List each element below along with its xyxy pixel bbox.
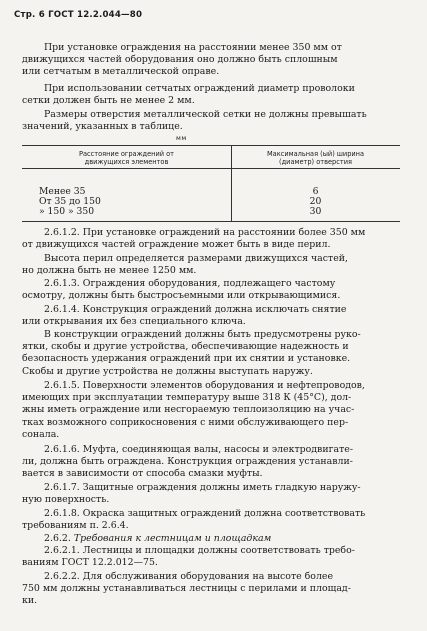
section-title: Требования к лестницам и площадкам (73, 533, 272, 544)
column-header-width (231, 150, 400, 166)
text-line: или открывания их без специального ключа. (22, 316, 246, 328)
text-line: 2.6.1.5. Поверхности элементов оборудования и нефтепроводов, (44, 380, 365, 391)
header-line: движущихся элементов (84, 158, 169, 166)
text-line: 2.6.1.4. Конструкция ограждений должна исключать снятие (44, 304, 347, 315)
text-line: 2.6.1.3. Ограждения оборудования, подлежащего частому (44, 278, 336, 289)
table-cell-distance: От 35 до 150 (39, 196, 101, 207)
table-cell-width: 30 (309, 206, 322, 217)
text-line: 750 мм должны устанавливаться лестницы с перилами и площад- (22, 583, 351, 595)
text-line: сетки должен быть не менее 2 мм. (22, 95, 195, 107)
text-line: ятки, скобы и другие устройства, обеспечивающие надежность и (22, 341, 349, 353)
header-line: Максимальная (ый) ширина (266, 150, 365, 158)
paragraph-2-6-1-7 (22, 482, 400, 506)
mesh-size-table (22, 145, 400, 221)
text-line: 2.6.1.7. Защитные ограждения должны иметь гладкую наружу- (44, 482, 361, 493)
text-line: тках возможного соприкосновения с ними обслуживающего пер- (22, 416, 349, 428)
paragraph-intro-3 (22, 109, 400, 133)
paragraph-2-6-1-2 (22, 227, 400, 251)
header-line: (диаметр) отверстия (279, 158, 352, 166)
text-line: ли, должна быть ограждена. Конструкция ограждения устанавли- (22, 456, 353, 468)
table-cell-width: 6 (312, 186, 319, 197)
text-line: Высота перил определяется размерами движущихся частей, (44, 253, 348, 264)
section-number: 2.6.2. (44, 533, 71, 544)
text-line: 2.6.1.8. Окраска защитных ограждений должна соответствовать (44, 508, 366, 519)
text-line: вается в зависимости от способа смазки муфты. (22, 468, 263, 480)
text-line: Скобы и другие устройства не должны выступать наружу. (22, 365, 313, 377)
text-line: или сетчатым в металлической оправе. (22, 66, 220, 78)
page-header: Стр. 6 ГОСТ 12.2.044—80 (14, 10, 143, 20)
paragraph-intro-1 (22, 42, 400, 79)
paragraph-2-6-1-6 (22, 444, 400, 481)
paragraph-2-6-1-3 (22, 278, 400, 302)
table-cell-distance: Менее 35 (39, 186, 86, 197)
text-line: В конструкции ограждений должны быть предусмотрены руко- (44, 329, 361, 340)
text-line: от движущихся частей ограждение может быть в виде перил. (22, 239, 331, 251)
text-line: сонала. (22, 428, 60, 440)
section-heading-2-6-2 (22, 533, 400, 545)
paragraph-constructions (22, 329, 400, 378)
text-line: 2.6.2.1. Лестницы и площадки должны соответствовать требо- (44, 545, 355, 556)
text-line: 2.6.1.2. При установке ограждений на расстоянии более 350 мм (44, 227, 366, 238)
text-line: безопасность удержания ограждений при их снятии и установке. (22, 353, 351, 365)
text-line: ваниям ГОСТ 12.2.012—75. (22, 557, 158, 569)
column-header-distance (22, 150, 231, 166)
table-header-rule (22, 168, 400, 169)
table-cell-distance: » 150 » 350 (39, 206, 95, 217)
heading-line (22, 533, 400, 545)
text-line: 2.6.1.6. Муфта, соединяющая валы, насосы и электродвигате- (44, 444, 353, 455)
paragraph-2-6-1-4 (22, 304, 400, 328)
text-line: движущихся частей оборудования оно должно быть сплошным (22, 54, 338, 66)
paragraph-2-6-1-5 (22, 380, 400, 441)
text-line: значений, указанных в таблице. (22, 121, 183, 133)
text-line: При использовании сетчатых ограждений диаметр проволоки (44, 83, 355, 94)
text-line: ки. (22, 595, 38, 607)
header-line: Расстояние ограждений от (79, 150, 174, 158)
text-line: При установке ограждения на расстоянии менее 350 мм от (44, 42, 342, 53)
text-line: но должна быть не менее 1250 мм. (22, 265, 197, 277)
paragraph-height (22, 253, 400, 277)
text-line: 2.6.2.2. Для обслуживания оборудования на высоте более (44, 571, 334, 582)
paragraph-intro-2 (22, 83, 400, 107)
text-line: осмотру, должны быть быстросъемными или открывающимися. (22, 290, 341, 302)
table-top-rule (22, 145, 400, 146)
table-unit: мм (176, 134, 187, 142)
text-line: ную поверхность. (22, 494, 110, 506)
text-line: жны иметь ограждение или несгораемую теплоизоляцию на учас- (22, 404, 355, 416)
paragraph-2-6-2-1 (22, 545, 400, 569)
text-line: имеющих при эксплуатации температуру выше 318 К (45°С), дол- (22, 392, 352, 404)
paragraph-2-6-2-2 (22, 571, 400, 608)
text-line: требованиям п. 2.6.4. (22, 520, 129, 532)
paragraph-2-6-1-8 (22, 508, 400, 532)
table-bottom-rule (22, 221, 400, 222)
table-cell-width: 20 (309, 196, 322, 207)
text-line: Размеры отверстия металлической сетки не должны превышать (44, 109, 367, 120)
